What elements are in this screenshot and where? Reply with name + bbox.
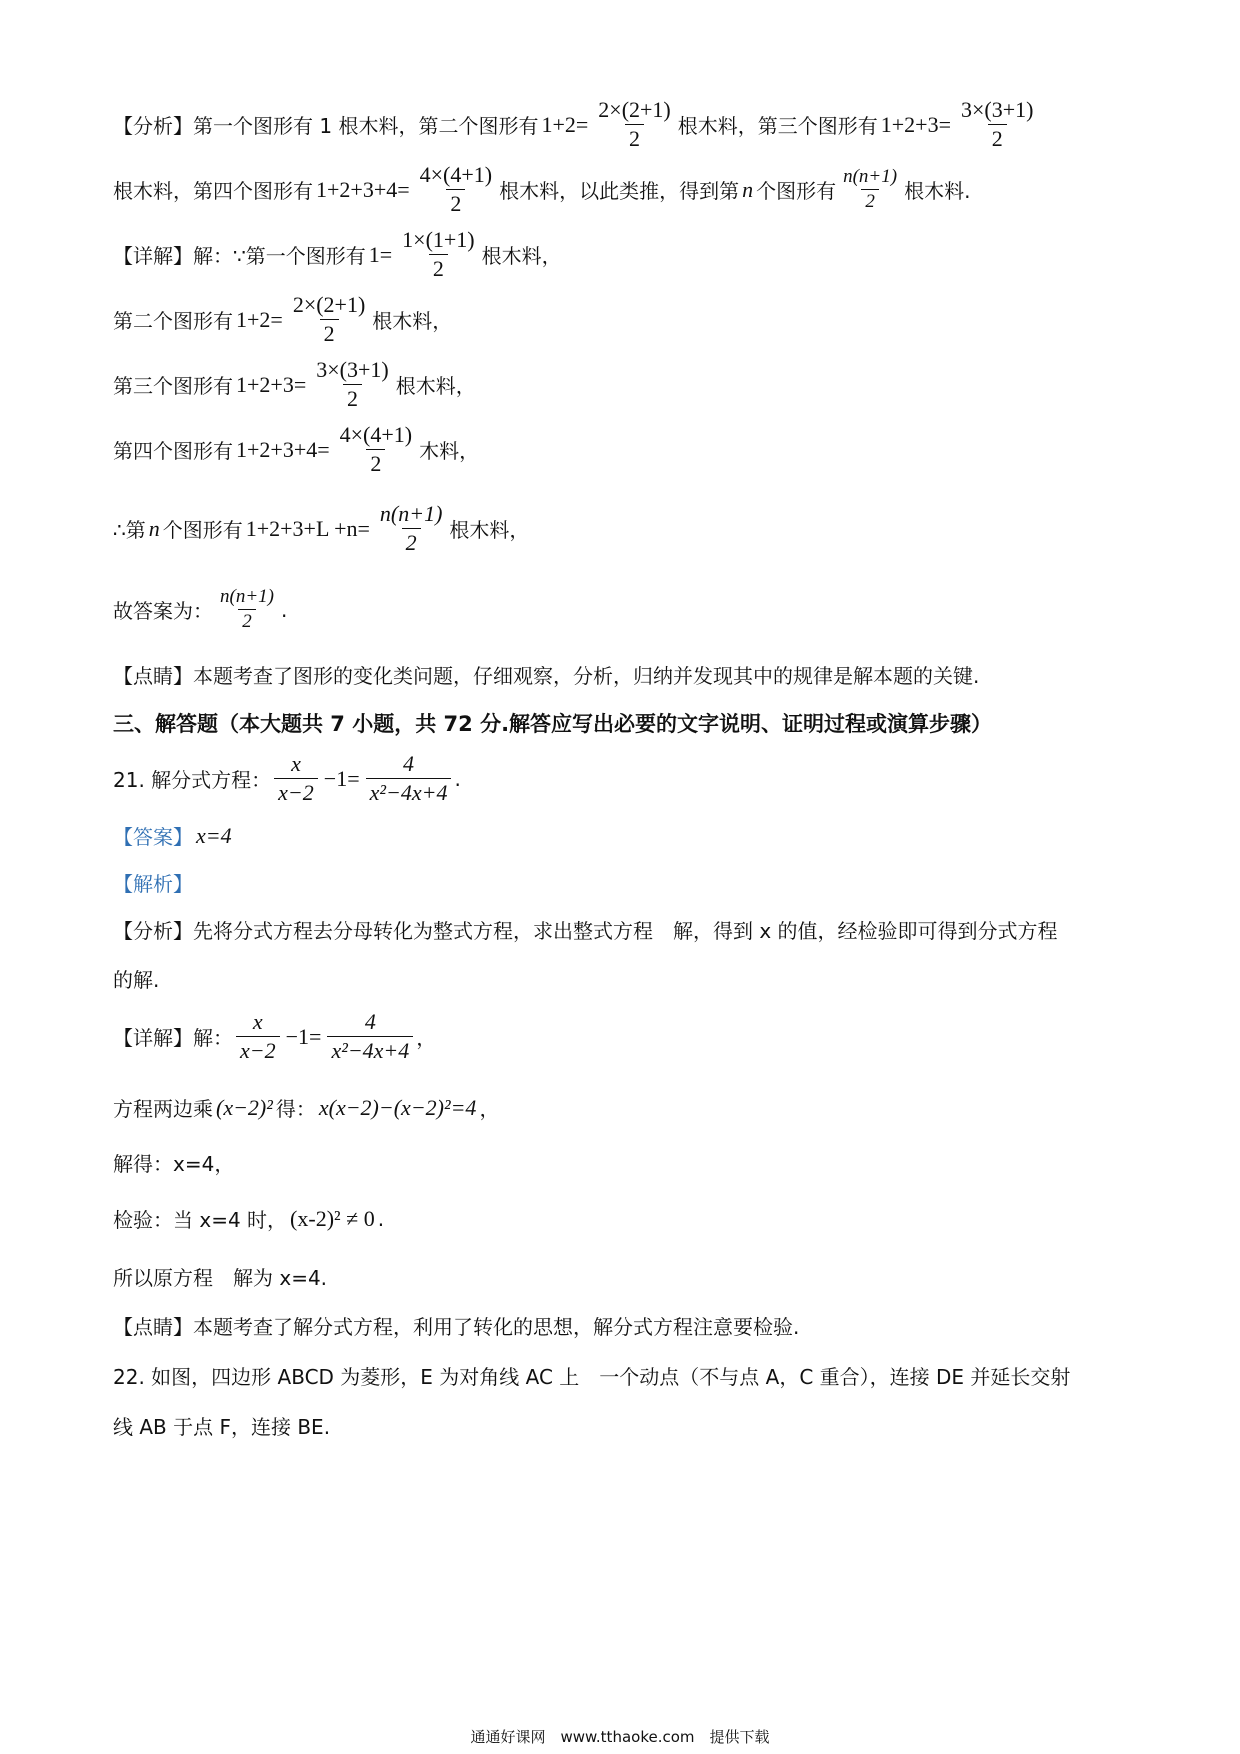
fraction: $\frac{4\times(4+1)}{2}$ bbox=[419, 162, 493, 216]
detail-line-3: 第三个图形有 1+2+3= $\frac{3\times(3+1)}{2}$ 根木料， bbox=[113, 357, 476, 411]
fraction: $\frac{4\times(4+1)}{2}$ bbox=[339, 422, 413, 476]
page-footer: 通通好课网 www.tthaoke.com 提供下载 bbox=[470, 1728, 770, 1746]
step-4: 所以原方程 解为 x=4. bbox=[113, 1266, 328, 1290]
q21-comment: 【点睛】本题考查了解分式方程，利用了转化的思想，解分式方程注意要检验. bbox=[113, 1315, 800, 1339]
fraction: $\frac{4}{\text{x²−4x+4}}$ bbox=[327, 1008, 413, 1065]
fraction: $\frac{1\times(1+1)}{2}$ bbox=[402, 227, 475, 281]
section-heading: 三、解答题（本大题共 7 小题，共 72 分.解答应写出必要的文字说明、证明过程或演算步骤） bbox=[113, 712, 993, 736]
q21-analysis-line-2: 的解. bbox=[113, 968, 160, 992]
fraction: $\frac{n(n+1)}{2}$ bbox=[843, 166, 898, 212]
fraction: $\frac{3\times(3+1)}{2}$ bbox=[316, 357, 389, 411]
fraction: $\frac{2\times(2+1)}{2}$ bbox=[292, 292, 366, 346]
detail-line-4: 第四个图形有 1+2+3+4= $\frac{4\times(4+1)}{2}$ 木料， bbox=[113, 422, 480, 476]
question-21: 21. 解分式方程： $\frac{x}{x-2}$ −1= $\frac{4}{\text{x²−4x+4}}$ . bbox=[113, 751, 461, 805]
fraction: $\frac{4}{\text{x²−4x+4}}$ bbox=[366, 750, 452, 807]
q21-detail: 【详解】解： $\frac{x}{x-2}$ −1= $\frac{4}{\text{x²−4x+4}}$ ， bbox=[113, 1009, 437, 1063]
analysis-line-2: 根木料，第四个图形有 1+2+3+4= $\frac{4\times(4+1)}{2}$ 根木料，以此类推，得到第 n 个图形有 $\frac{n(n+1)}{2}$ 根木料. bbox=[113, 162, 971, 216]
step-1: 方程两边乘 (x−2)² 得： x(x−2)−(x−2)²=4 ， bbox=[113, 1094, 500, 1121]
jiexi-tag: 【解析】 bbox=[113, 872, 193, 896]
fraction: $\frac{x}{x-2}$ bbox=[274, 750, 318, 807]
step-2: 解得：x=4， bbox=[113, 1152, 235, 1176]
answer-row: 【答案】 x=4 bbox=[113, 822, 232, 849]
step-3: 检验：当 x=4 时， (x-2)² ≠ 0 . bbox=[113, 1205, 385, 1232]
question-22-line-1: 22. 如图，四边形 ABCD 为菱形，E 为对角线 AC 上 一个动点（不与点 A，C 重合），连接 DE 并延长交射 bbox=[113, 1365, 1071, 1389]
fraction: $\frac{3\times(3+1)}{2}$ bbox=[960, 97, 1034, 151]
detail-line-5: ∴第 n 个图形有 1+2+3+L +n= $\frac{n(n+1)}{2}$ 根木料， bbox=[113, 501, 530, 555]
answer-line: 故答案为： $\frac{n(n+1)}{2}$ . bbox=[113, 586, 288, 632]
detail-line-2: 第二个图形有 1+2= $\frac{2\times(2+1)}{2}$ 根木料， bbox=[113, 292, 453, 346]
analysis-line-1: 【分析】第一个图形有 1 根木料，第二个图形有 1+2= $\frac{2\times(2+1)}{2}$ 根木料，第三个图形有 1+2+3= $\frac{3\times(3+1)}{2}$ bbox=[113, 96, 1040, 153]
fraction: $\frac{n(n+1)}{2}$ bbox=[379, 501, 443, 555]
detail-line-1: 【详解】解：∵第一个图形有 1= $\frac{1\times(1+1)}{2}$ 根木料， bbox=[113, 227, 562, 281]
fraction: $\frac{2\times(2+1)}{2}$ bbox=[598, 97, 671, 151]
question-22-line-2: 线 AB 于点 F，连接 BE. bbox=[113, 1415, 331, 1439]
fraction: $\frac{n(n+1)}{2}$ bbox=[220, 586, 274, 632]
q21-analysis-line-1: 【分析】先将分式方程去分母转化为整式方程，求出整式方程 解，得到 x 的值，经检验即可得到分式方程 bbox=[113, 919, 1058, 943]
fraction: $\frac{x}{x-2}$ bbox=[236, 1008, 280, 1065]
comment-line: 【点睛】本题考查了图形的变化类问题，仔细观察，分析，归纳并发现其中的规律是解本题的关键. bbox=[113, 664, 980, 688]
